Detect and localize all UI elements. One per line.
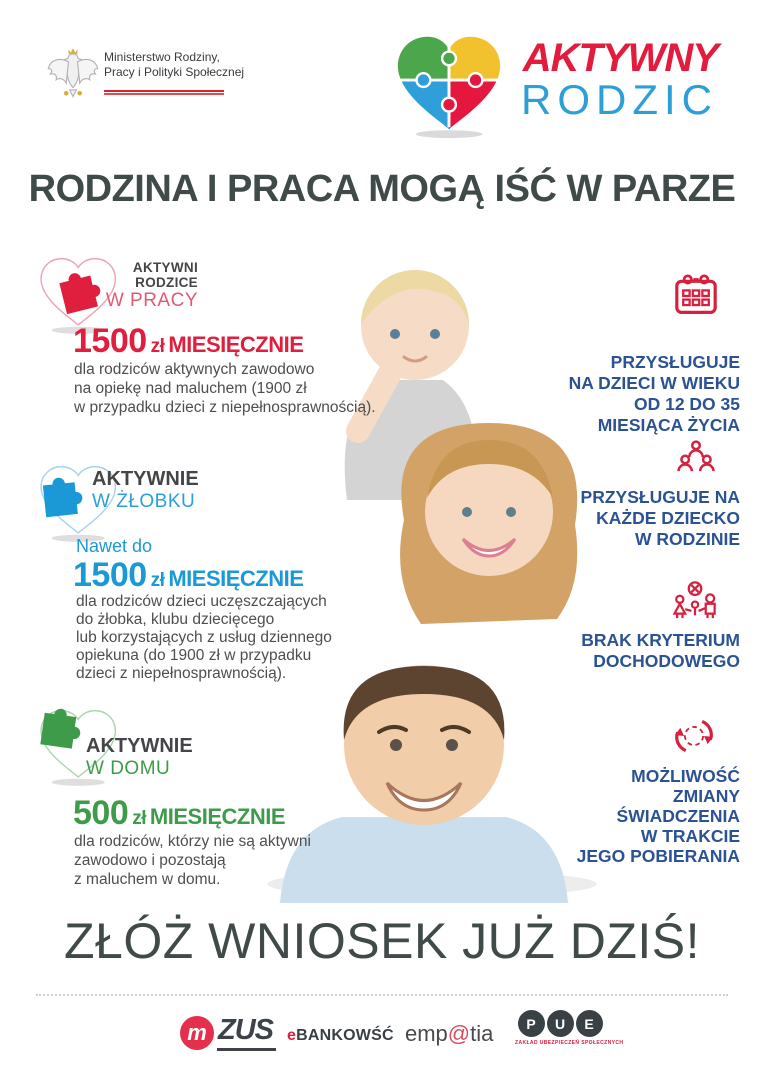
brand-wordmark — [470, 36, 718, 122]
amount-value: 1500 — [73, 556, 147, 594]
ebankowosc-logo — [287, 1027, 394, 1045]
benefit-dom-title-line2: W DOMU — [86, 758, 171, 779]
empatia-part2: tia — [470, 1021, 494, 1046]
benefit-zlobek-prefix: Nawet do — [76, 536, 153, 556]
feature-no-income-text: BRAK KRYTERIUM DOCHODOWEGO — [581, 630, 740, 671]
benefit-dom-title — [86, 735, 193, 780]
feature-age-text: PRZYSŁUGUJE NA DZIECI W WIEKU OD 12 DO 35 MIESIĄCA ŻYCIA — [568, 352, 740, 435]
empatia-at: @ — [447, 1021, 471, 1046]
benefit-praca-amount — [73, 322, 303, 361]
benefit-dom-title-line1: AKTYWNIE — [86, 735, 193, 757]
amount-currency: zł — [150, 570, 165, 591]
amount-period: MIESIĘCZNIE — [149, 804, 285, 829]
benefit-dom-amount — [73, 794, 285, 833]
brand-word-aktywny: AKTYWNY — [522, 36, 718, 80]
pue-letter-p: P — [518, 1010, 545, 1037]
pue-letter-u: U — [547, 1010, 574, 1037]
eagle-emblem-icon — [46, 46, 100, 100]
feature-every-child-text: PRZYSŁUGUJE NA KAŻDE DZIECKO W RODZINIE — [580, 487, 740, 549]
benefit-zlobek-title-line2: W ŻŁOBKU — [92, 491, 196, 512]
ministry-name-line2: Pracy i Polityki Społecznej — [104, 65, 245, 79]
mzus-badge: m — [180, 1016, 214, 1050]
amount-currency: zł — [132, 808, 146, 829]
benefit-praca-description: dla rodziców aktywnych zawodowo na opiekę nad maluchem (1900 zł w przypadku dzieci z niepełnosprawnością). — [74, 361, 376, 416]
feature-change-text: MOŻLIWOŚĆ ZMIANY ŚWIADCZENIA W TRAKCIE JEGO POBIERANIA — [576, 766, 740, 866]
benefit-praca-title-line2: W PRACY — [105, 290, 198, 311]
change-benefit-icon — [672, 716, 716, 756]
empatia-part1: emp — [405, 1021, 448, 1046]
family-members-icon — [676, 438, 716, 476]
brand-word-rodzic: RODZIC — [521, 76, 718, 123]
ministry-name — [104, 50, 284, 80]
mzus-text: ZUS — [217, 1014, 276, 1051]
pue-letter-e: E — [576, 1010, 603, 1037]
amount-value: 500 — [73, 794, 129, 832]
no-income-criterion-icon — [670, 580, 720, 624]
cta-text: ZŁÓŻ WNIOSEK JUŻ DZIŚ! — [63, 913, 701, 969]
benefit-zlobek-title — [92, 468, 199, 513]
amount-period: MIESIĘCZNIE — [168, 566, 304, 591]
pue-subtext: ZAKŁAD UBEZPIECZEŃ SPOŁECZNYCH — [515, 1040, 624, 1046]
amount-currency: zł — [150, 336, 165, 357]
headline: RODZINA I PRACA MOGĄ IŚĆ W PARZE — [28, 168, 736, 210]
ebank-text: BANKOWŚĆ — [296, 1027, 394, 1044]
calendar-icon — [674, 274, 718, 316]
dotted-divider — [36, 994, 728, 996]
benefit-zlobek-description: dla rodziców dzieci uczęszczających do żłobka, klubu dziecięcego lub korzystających z usług dziennego opiekuna (do 1900 zł w przypadku dzieci z niepełnosprawnością). — [76, 593, 332, 682]
benefit-dom-description: dla rodziców, którzy nie są aktywni zawodowo i pozostają z maluchem w domu. — [74, 833, 311, 888]
benefit-praca-title — [78, 260, 198, 312]
pue-circles — [515, 1010, 605, 1037]
benefit-zlobek-title-line1: AKTYWNIE — [92, 468, 199, 490]
amount-period: MIESIĘCZNIE — [168, 332, 304, 357]
amount-value: 1500 — [73, 322, 147, 360]
pue-logo — [515, 1010, 624, 1046]
mzus-logo — [180, 1014, 276, 1051]
empatia-logo — [405, 1021, 493, 1047]
ebank-accent: e — [287, 1027, 297, 1044]
ministry-name-line1: Ministerstwo Rodziny, — [104, 50, 220, 64]
benefit-praca-title-line1: AKTYWNI RODZICE — [132, 260, 198, 290]
ministry-red-bar — [104, 90, 224, 95]
benefit-zlobek-amount — [73, 556, 303, 595]
